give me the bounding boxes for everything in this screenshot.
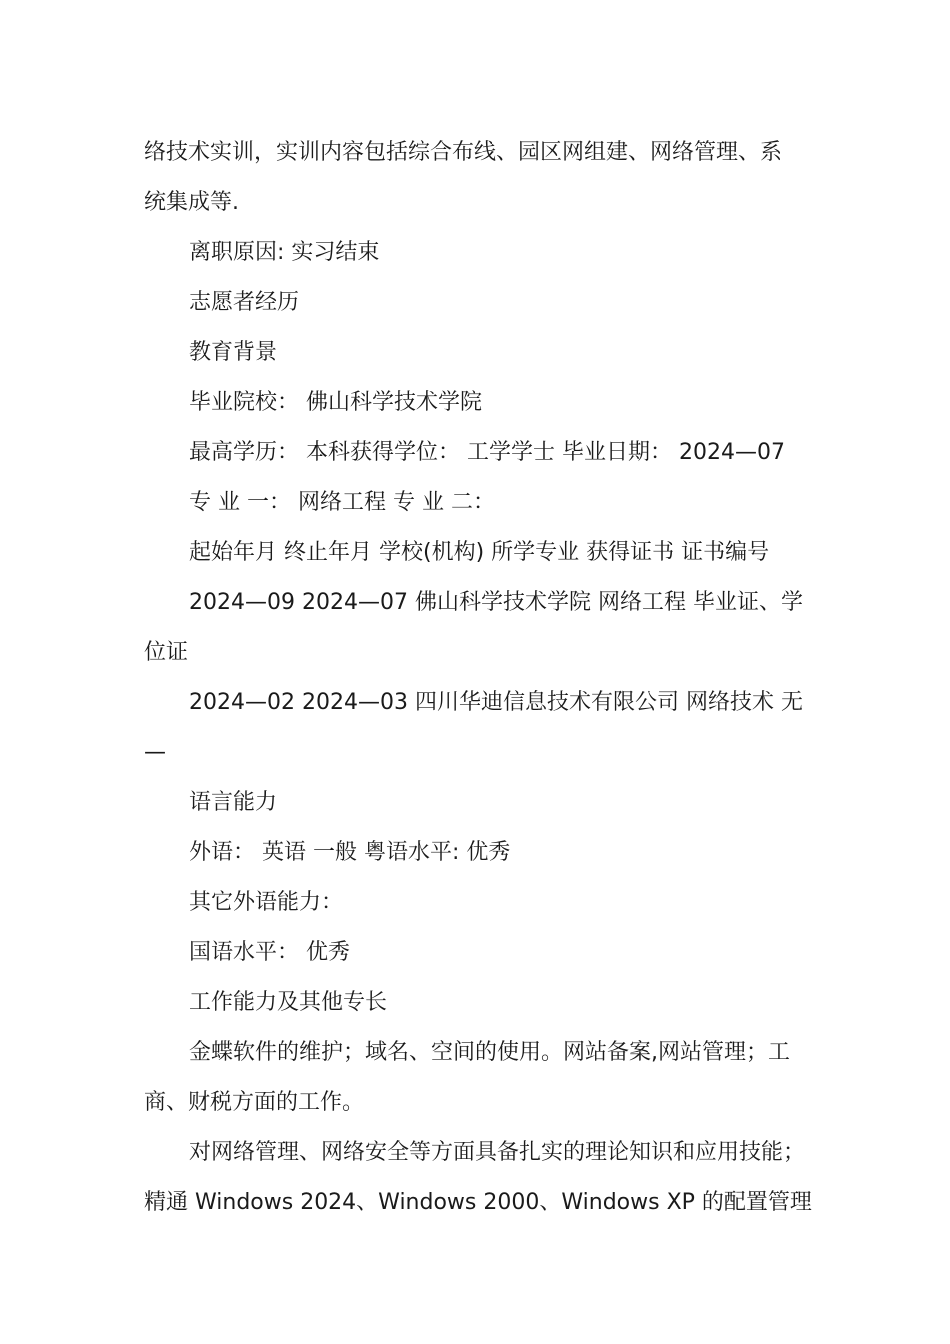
text-line: 最高学历： 本科获得学位： 工学学士 毕业日期： 2024—07 <box>189 440 785 465</box>
document-body <box>144 128 812 1228</box>
text-line: — <box>144 740 166 765</box>
text-line: 毕业院校： 佛山科学技术学院 <box>189 390 482 415</box>
text-line: 其它外语能力： <box>189 890 344 915</box>
text-line: 商、财税方面的工作。 <box>144 1090 365 1115</box>
text-line: 对网络管理、网络安全等方面具备扎实的理论知识和应用技能； <box>189 1140 806 1165</box>
text-line: 统集成等. <box>144 190 239 215</box>
section-heading: 教育背景 <box>189 340 278 365</box>
text-line: 精通 Windows 2024、Windows 2000、Windows XP 的配置管理 <box>144 1190 812 1215</box>
text-line: 专 业 一： 网络工程 专 业 二： <box>189 490 495 515</box>
text-line: 金蝶软件的维护；域名、空间的使用。网站备案,网站管理；工 <box>189 1040 790 1065</box>
section-heading: 语言能力 <box>189 790 278 815</box>
section-heading: 工作能力及其他专长 <box>189 990 388 1015</box>
table-header-line: 起始年月 终止年月 学校(机构) 所学专业 获得证书 证书编号 <box>189 540 770 565</box>
text-line: 国语水平： 优秀 <box>189 940 350 965</box>
text-line: 2024—09 2024—07 佛山科学技术学院 网络工程 毕业证、学 <box>189 590 803 615</box>
text-line: 位证 <box>144 640 189 665</box>
section-heading: 志愿者经历 <box>189 290 300 315</box>
text-line: 2024—02 2024—03 四川华迪信息技术有限公司 网络技术 无 <box>189 690 803 715</box>
text-line: 络技术实训，实训内容包括综合布线、园区网组建、网络管理、系 <box>144 140 783 165</box>
text-line: 离职原因: 实习结束 <box>189 240 380 265</box>
text-line: 外语： 英语 一般 粤语水平: 优秀 <box>189 840 511 865</box>
